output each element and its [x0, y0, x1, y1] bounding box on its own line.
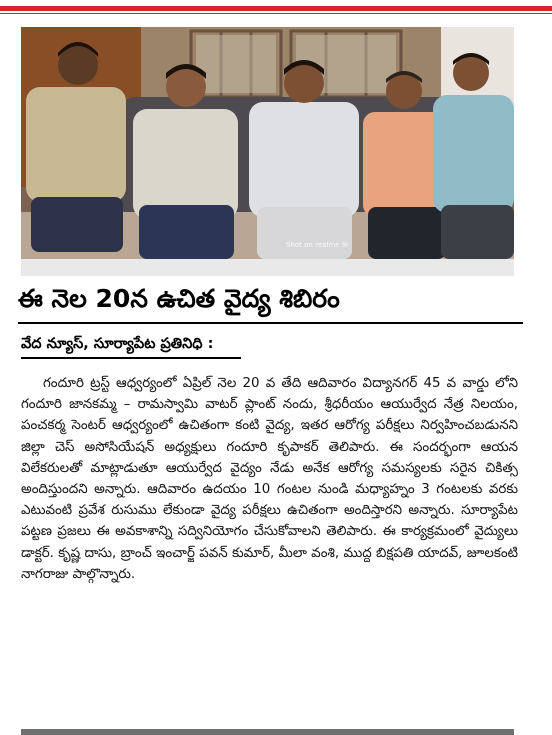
article-paragraph: గందూరి ట్రస్ట్ ఆధ్వర్యంలో ఏప్రిల్ నెల 20 వ తేది ఆదివారం విద్యానగర్ 45 వ వార్డు లోని గందూరి జానకమ్మ – రామస్వామి వాటర్ ప్లాంట్ నందు, శ్రీధరీయం ఆయుర్వేద నేత్ర నిలయం, పంచకర్మ సెంటర్ ఆధ్వర్యంలో ఉచితంగా కంటి వైద్య, ఇతర ఆరోగ్య పరీక్షలు నిర్వహించబడునని జిల్లా చెస్ అసోసియేషన్ అధ్యక్షులు గందూరి కృపాకర్ తెలిపారు. ఈ సందర్భంగా ఆయన విలేకరులతో మాట్లాడుతూ ఆయుర్వేద వైద్యం నేడు అనేక ఆరోగ్య సమస్యలకు సరైన చికిత్స అందిస్తుందని అన్నారు. ఆదివారం ఉదయం 10 గంటల నుండి మధ్యాహ్నం 3 గంటలకు వరకు ఎటువంటి ప్రవేశ రుసుము లేకుండా వైద్య పరీక్షలు ఉచితంగా అందిస్తారని అన్నారు. సూర్యాపేట పట్టణ ప్రజలు ఈ అవకాశాన్ని సద్వినియోగం చేసుకోవాలని తెలిపారు. ఈ కార్యక్రమంలో వైద్యులు డాక్టర్. కృష్ణ దాసు, బ్రాంచ్ ఇంచార్జ్ పవన్ కుమార్, మీలా వంశి, ముద్ద బిక్షపతి యాదవ్, జూలకంటి నాగరాజు పాల్గొన్నారు. [21, 376, 518, 582]
camera-watermark: Shot on realme 9i [286, 241, 349, 249]
headline: ఈ నెల 20న ఉచిత వైద్య శిబిరం [18, 284, 340, 313]
bottom-gray-strip [21, 729, 514, 735]
news-photo [21, 27, 514, 259]
headline-divider [18, 322, 523, 324]
article-body [21, 373, 518, 585]
byline: వేద న్యూస్, సూర్యాపేట ప్రతినిధి : [21, 336, 214, 352]
group-photo-illustration [21, 27, 514, 259]
photo-bottom-strip [21, 259, 514, 276]
byline-underline [21, 357, 241, 359]
top-red-rule [0, 6, 552, 11]
top-red-thin-rule [0, 13, 552, 14]
